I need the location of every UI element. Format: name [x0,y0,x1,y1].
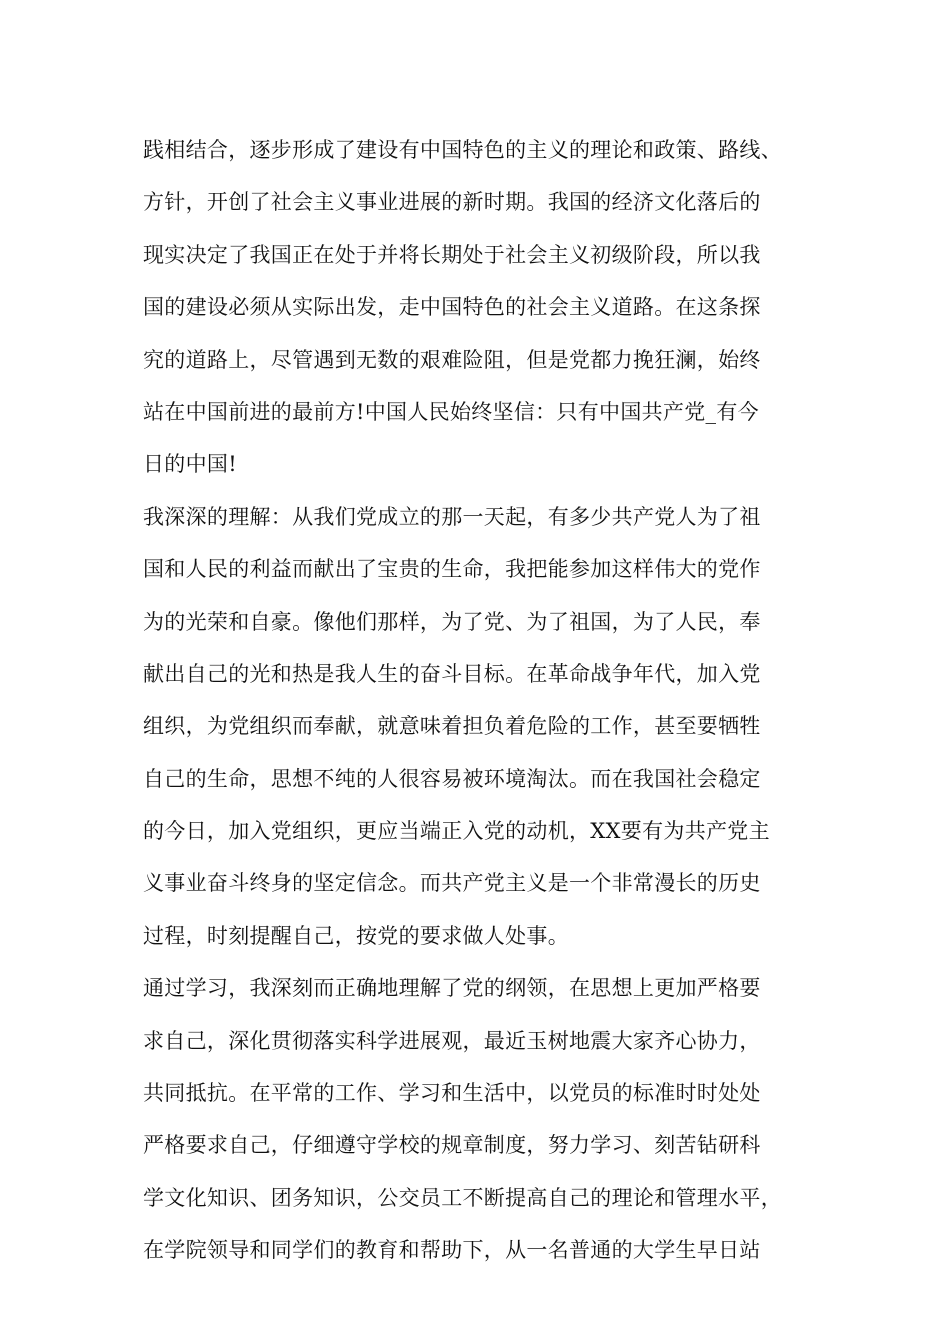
text-line: 过程，时刻提醒自己，按党的要求做人处事。 [143,923,569,948]
text-line: 严格要求自己，仔细遵守学校的规章制度，努力学习、刻苦钻研科 [143,1133,761,1158]
body-text [143,128,843,1281]
text-line: 的今日，加入党组织，更应当端正入党的动机，XX要有为共产党主 [143,819,770,844]
text-line: 义事业奋斗终身的坚定信念。而共产党主义是一个非常漫长的历史 [143,871,761,896]
text-line: 学文化知识、团务知识，公交员工不断提高自己的理论和管理水平， [143,1185,782,1210]
text-line: 我深深的理解：从我们党成立的那一天起，有多少共产党人为了祖 [143,504,761,529]
text-line: 组织，为党组织而奉献，就意味着担负着危险的工作，甚至要牺牲 [143,714,761,739]
text-line: 通过学习，我深刻而正确地理解了党的纲领，在思想上更加严格要 [143,976,761,1001]
text-line: 究的道路上，尽管遇到无数的艰难险阻，但是党都力挽狂澜，始终 [143,347,761,372]
text-line: 求自己，深化贯彻落实科学进展观，最近玉树地震大家齐心协力， [143,1028,761,1053]
text-line: 共同抵抗。在平常的工作、学习和生活中，以党员的标准时时处处 [143,1081,761,1106]
text-line: 站在中国前进的最前方!中国人民始终坚信：只有中国共产党_有今 [143,399,759,424]
text-line: 国和人民的利益而献出了宝贵的生命，我把能参加这样伟大的党作 [143,557,761,582]
text-line: 方针，开创了社会主义事业进展的新时期。我国的经济文化落后的 [143,190,761,215]
text-line: 国的建设必须从实际出发，走中国特色的社会主义道路。在这条探 [143,295,761,320]
text-line: 在学院领导和同学们的教育和帮助下，从一名普通的大学生早日站 [143,1238,761,1263]
text-line: 现实决定了我国正在处于并将长期处于社会主义初级阶段，所以我 [143,242,761,267]
text-line: 日的中国! [143,452,237,477]
text-line: 自己的生命，思想不纯的人很容易被环境淘汰。而在我国社会稳定 [143,766,761,791]
text-line: 践相结合，逐步形成了建设有中国特色的主义的理论和政策、路线、 [143,138,782,162]
text-line: 为的光荣和自豪。像他们那样，为了党、为了祖国，为了人民，奉 [143,609,761,634]
text-line: 献出自己的光和热是我人生的奋斗目标。在革命战争年代，加入党 [143,661,761,686]
